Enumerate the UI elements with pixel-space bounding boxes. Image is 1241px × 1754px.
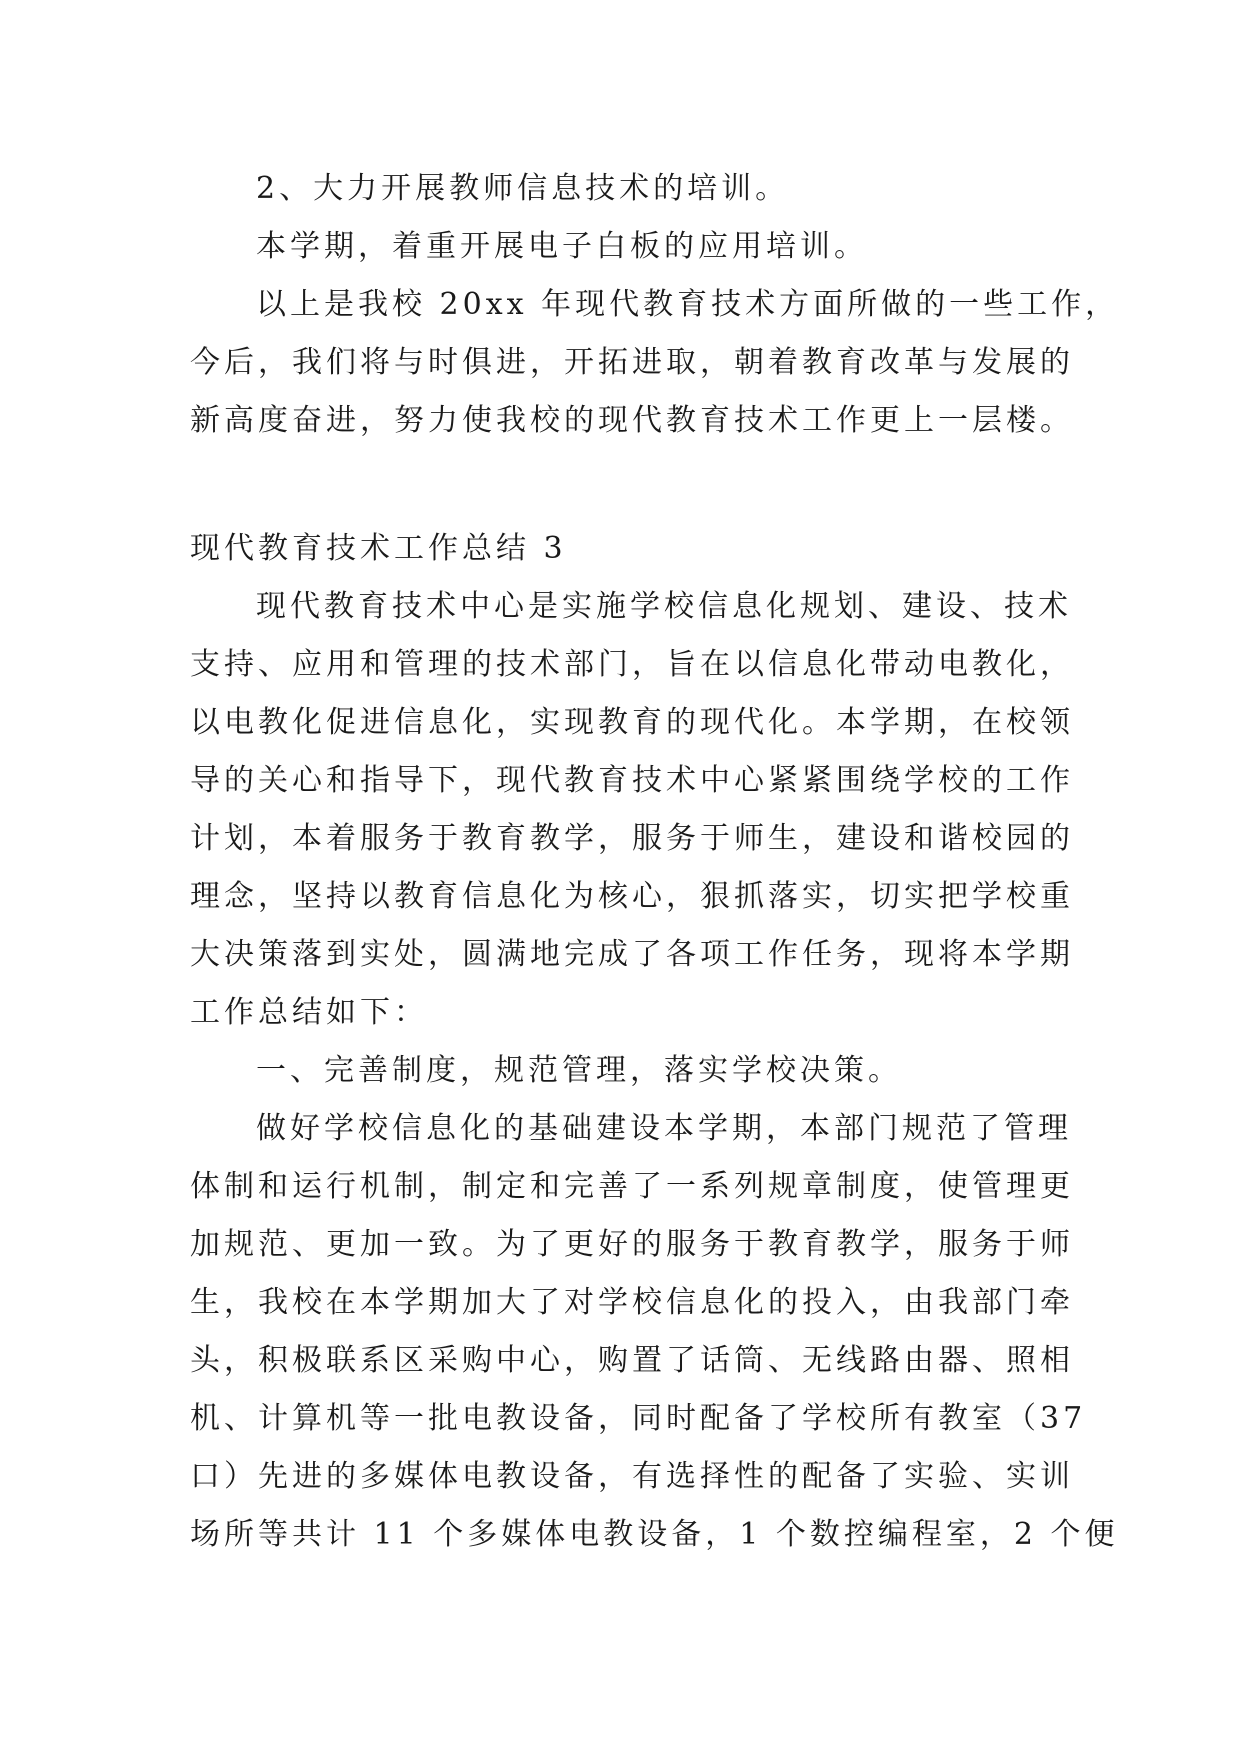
paragraph-line: 现代教育技术中心是实施学校信息化规划、建设、技术 bbox=[256, 589, 1072, 624]
paragraph-line: 体制和运行机制，制定和完善了一系列规章制度，使管理更 bbox=[190, 1169, 1074, 1204]
paragraph-line: 加规范、更加一致。为了更好的服务于教育教学，服务于师 bbox=[190, 1227, 1074, 1262]
paragraph-line: 本学期，着重开展电子白板的应用培训。 bbox=[256, 229, 868, 264]
paragraph-line: 头，积极联系区采购中心，购置了话筒、无线路由器、照相 bbox=[190, 1343, 1074, 1378]
paragraph-line: 今后，我们将与时俱进，开拓进取，朝着教育改革与发展的 bbox=[190, 345, 1074, 380]
document-page bbox=[190, 160, 1120, 1564]
section-heading: 现代教育技术工作总结 3 bbox=[190, 531, 567, 566]
paragraph-line: 计划，本着服务于教育教学，服务于师生，建设和谐校园的 bbox=[190, 821, 1074, 856]
paragraph-line: 做好学校信息化的基础建设本学期，本部门规范了管理 bbox=[256, 1111, 1072, 1146]
list-item-2: 2、大力开展教师信息技术的培训。 bbox=[256, 171, 790, 206]
paragraph-line: 大决策落到实处，圆满地完成了各项工作任务，现将本学期 bbox=[190, 937, 1074, 972]
paragraph-line: 工作总结如下： bbox=[190, 995, 428, 1030]
paragraph-line: 口）先进的多媒体电教设备，有选择性的配备了实验、实训 bbox=[190, 1459, 1074, 1494]
paragraph-line: 理念，坚持以教育信息化为核心，狠抓落实，切实把学校重 bbox=[190, 879, 1074, 914]
paragraph-line: 支持、应用和管理的技术部门，旨在以信息化带动电教化， bbox=[190, 647, 1074, 682]
paragraph-line: 生，我校在本学期加大了对学校信息化的投入，由我部门牵 bbox=[190, 1285, 1074, 1320]
paragraph-line: 新高度奋进，努力使我校的现代教育技术工作更上一层楼。 bbox=[190, 403, 1074, 438]
paragraph-line: 场所等共计 11 个多媒体电教设备，1 个数控编程室，2 个便 bbox=[190, 1517, 1119, 1552]
paragraph-line: 以上是我校 20xx 年现代教育技术方面所做的一些工作， bbox=[256, 287, 1120, 322]
paragraph-line: 机、计算机等一批电教设备，同时配备了学校所有教室（37 bbox=[190, 1401, 1087, 1436]
paragraph-line: 导的关心和指导下，现代教育技术中心紧紧围绕学校的工作 bbox=[190, 763, 1074, 798]
section-gap bbox=[190, 450, 1070, 520]
subheading: 一、完善制度，规范管理，落实学校决策。 bbox=[256, 1053, 902, 1088]
paragraph-line: 以电教化促进信息化，实现教育的现代化。本学期，在校领 bbox=[190, 705, 1074, 740]
